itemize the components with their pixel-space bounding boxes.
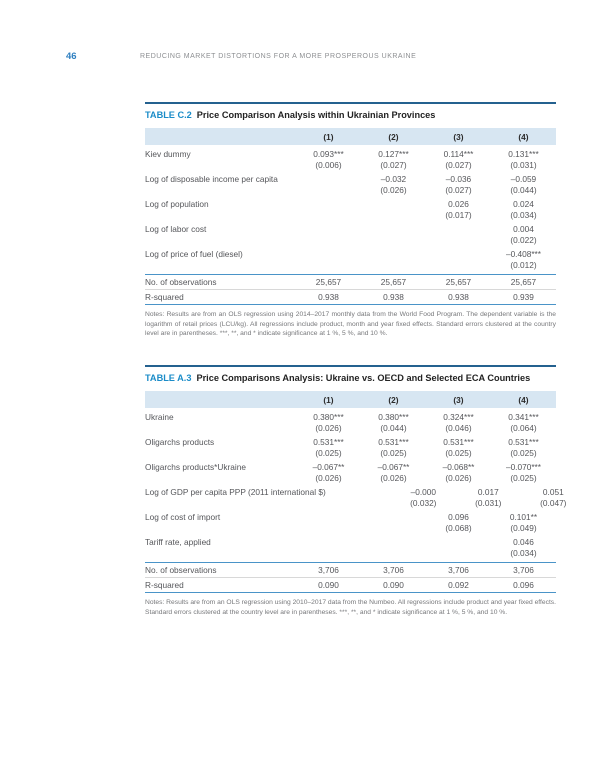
coefficient-value: 0.051 bbox=[542, 487, 564, 497]
table-row bbox=[145, 537, 556, 559]
coefficient-value: –0.036 bbox=[445, 174, 472, 184]
standard-error: (0.017) bbox=[445, 210, 472, 220]
cell-col2 bbox=[361, 437, 426, 459]
row-label: Log of population bbox=[145, 199, 209, 209]
cell-col3 bbox=[426, 437, 491, 459]
coefficient-value: 0.531*** bbox=[378, 437, 409, 447]
row-label: Kiev dummy bbox=[145, 149, 191, 159]
standard-error: (0.031) bbox=[510, 160, 537, 170]
standard-error: (0.022) bbox=[510, 235, 537, 245]
cell-col1 bbox=[296, 224, 361, 246]
r2-value-1: 0.090 bbox=[318, 580, 339, 590]
column-header-2: (2) bbox=[388, 131, 399, 142]
cell-col2 bbox=[361, 512, 426, 534]
coefficient-value: –0.070*** bbox=[505, 462, 542, 472]
r-squared-row bbox=[145, 577, 556, 592]
standard-error: (0.027) bbox=[380, 160, 407, 170]
table-a3-label: TABLE A.3 bbox=[145, 373, 192, 383]
standard-error: (0.068) bbox=[445, 523, 472, 533]
table-a3-bottom-rule bbox=[145, 592, 556, 593]
standard-error: (0.047) bbox=[540, 498, 567, 508]
coefficient-value: 0.531*** bbox=[508, 437, 539, 447]
cell-col4 bbox=[491, 149, 556, 171]
cell-col4 bbox=[491, 462, 556, 484]
table-row bbox=[145, 199, 556, 221]
cell-col3 bbox=[426, 512, 491, 534]
cell-col1 bbox=[296, 462, 361, 484]
r-squared-row bbox=[145, 289, 556, 304]
row-label: Log of price of fuel (diesel) bbox=[145, 249, 243, 259]
table-row bbox=[145, 487, 567, 509]
table-c2-notes: Notes: Results are from an OLS regression using 2014–2017 monthly data from the World Food Program. The dependent variable is the logarithm of retail prices (LCU/kg). All regressions include product, month and year fixed effects. Standard errors clustered at the country level are in parentheses. ***, **, and * indicate significance at 1 %, 5 %, and 10 %. bbox=[145, 311, 556, 338]
row-label: No. of observations bbox=[145, 277, 217, 287]
table-c2-label: TABLE C.2 bbox=[145, 110, 192, 120]
standard-error: (0.026) bbox=[380, 185, 407, 195]
cell-col4 bbox=[491, 199, 556, 221]
standard-error: (0.044) bbox=[510, 185, 537, 195]
row-label: Log of labor cost bbox=[145, 224, 207, 234]
cell-col3 bbox=[426, 249, 491, 271]
cell-col4 bbox=[491, 224, 556, 246]
cell-col1 bbox=[296, 149, 361, 171]
row-label: Tariff rate, applied bbox=[145, 537, 211, 547]
table-row bbox=[145, 437, 556, 459]
coefficient-value: 0.531*** bbox=[313, 437, 344, 447]
cell-col3 bbox=[426, 224, 491, 246]
standard-error: (0.012) bbox=[510, 260, 537, 270]
cell-col2 bbox=[361, 537, 426, 559]
coefficient-value: 0.004 bbox=[513, 224, 534, 234]
table-row bbox=[145, 512, 556, 534]
table-row bbox=[145, 224, 556, 246]
standard-error: (0.026) bbox=[445, 473, 472, 483]
coefficient-value: 0.093*** bbox=[313, 149, 344, 159]
standard-error: (0.027) bbox=[445, 185, 472, 195]
table-a3-header-row bbox=[145, 391, 556, 408]
cell-col3 bbox=[426, 199, 491, 221]
cell-col1 bbox=[296, 437, 361, 459]
coefficient-value: 0.026 bbox=[448, 199, 469, 209]
coefficient-value: 0.017 bbox=[477, 487, 499, 497]
standard-error: (0.025) bbox=[380, 448, 407, 458]
row-label: Log of GDP per capita PPP (2011 international $) bbox=[145, 487, 326, 497]
standard-error: (0.031) bbox=[475, 498, 502, 508]
table-c2-title: Price Comparison Analysis within Ukrainian Provinces bbox=[196, 110, 436, 120]
coefficient-value: 0.114*** bbox=[443, 149, 474, 159]
coefficient-value: 0.127*** bbox=[378, 149, 409, 159]
row-label: R-squared bbox=[145, 292, 184, 302]
cell-col4 bbox=[491, 537, 556, 559]
row-label: Oligarchs products*Ukraine bbox=[145, 462, 246, 472]
table-a3-top-rule bbox=[145, 365, 556, 367]
r2-value-3: 0.092 bbox=[448, 580, 469, 590]
coefficient-value: 0.380*** bbox=[378, 412, 409, 422]
standard-error: (0.034) bbox=[510, 210, 537, 220]
obs-value-4: 25,657 bbox=[510, 277, 537, 287]
r2-value-1: 0.938 bbox=[318, 292, 339, 302]
standard-error: (0.064) bbox=[510, 423, 537, 433]
standard-error: (0.026) bbox=[315, 423, 342, 433]
r2-value-4: 0.096 bbox=[513, 580, 534, 590]
table-row bbox=[145, 412, 556, 434]
standard-error: (0.044) bbox=[380, 423, 407, 433]
coefficient-value: 0.131*** bbox=[508, 149, 539, 159]
table-a3-title-line bbox=[145, 373, 556, 383]
coefficient-value: –0.032 bbox=[380, 174, 407, 184]
standard-error: (0.006) bbox=[315, 160, 342, 170]
obs-value-3: 25,657 bbox=[445, 277, 472, 287]
row-label: R-squared bbox=[145, 580, 184, 590]
cell-col3 bbox=[426, 149, 491, 171]
coefficient-value: –0.068** bbox=[442, 462, 475, 472]
cell-col2 bbox=[361, 224, 426, 246]
cell-col4 bbox=[491, 174, 556, 196]
cell-col2 bbox=[361, 462, 426, 484]
cell-col4 bbox=[491, 512, 556, 534]
standard-error: (0.049) bbox=[510, 523, 537, 533]
standard-error: (0.025) bbox=[510, 473, 537, 483]
coefficient-value: 0.341*** bbox=[508, 412, 539, 422]
cell-col2 bbox=[361, 174, 426, 196]
observations-row bbox=[145, 563, 556, 577]
row-label: Oligarchs products bbox=[145, 437, 215, 447]
coefficient-value: 0.096 bbox=[448, 512, 469, 522]
coefficient-value: 0.380*** bbox=[313, 412, 344, 422]
coefficient-value: –0.067** bbox=[377, 462, 410, 472]
standard-error: (0.034) bbox=[510, 548, 537, 558]
cell-col1 bbox=[296, 512, 361, 534]
standard-error: (0.027) bbox=[445, 160, 472, 170]
cell-col2 bbox=[361, 249, 426, 271]
table-a3-section bbox=[145, 365, 567, 617]
table-c2-top-rule bbox=[145, 102, 556, 104]
standard-error: (0.026) bbox=[380, 473, 407, 483]
r2-value-3: 0.938 bbox=[448, 292, 469, 302]
cell-col1 bbox=[326, 487, 391, 509]
column-header-3: (3) bbox=[453, 131, 464, 142]
table-c2-title-line bbox=[145, 110, 556, 120]
r2-value-2: 0.090 bbox=[383, 580, 404, 590]
obs-value-2: 25,657 bbox=[380, 277, 407, 287]
cell-col4 bbox=[491, 412, 556, 434]
running-header: REDUCING MARKET DISTORTIONS FOR A MORE PROSPEROUS UKRAINE bbox=[140, 53, 417, 60]
row-label: Log of disposable income per capita bbox=[145, 174, 278, 184]
obs-value-2: 3,706 bbox=[383, 565, 404, 575]
observations-row bbox=[145, 275, 556, 289]
column-header-3: (3) bbox=[453, 394, 464, 405]
table-row bbox=[145, 174, 556, 196]
cell-col3 bbox=[456, 487, 521, 509]
cell-col4 bbox=[491, 249, 556, 271]
coefficient-value: –0.408*** bbox=[505, 249, 542, 259]
coefficient-value: 0.024 bbox=[513, 199, 534, 209]
row-label: No. of observations bbox=[145, 565, 217, 575]
obs-value-1: 3,706 bbox=[318, 565, 339, 575]
coefficient-value: –0.000 bbox=[410, 487, 436, 497]
page-number: 46 bbox=[66, 51, 77, 62]
obs-value-1: 25,657 bbox=[315, 277, 342, 287]
table-a3-notes: Notes: Results are from an OLS regression using 2010–2017 data from the Numbeo. All regressions include product and year fixed effects. Standard errors clustered at the country level are in parentheses. ***, **, and * indicate significance at 1 %, 5 %, and 10 %. bbox=[145, 599, 557, 616]
column-header-1: (1) bbox=[323, 131, 334, 142]
cell-col2 bbox=[361, 149, 426, 171]
table-a3-title: Price Comparisons Analysis: Ukraine vs. OECD and Selected ECA Countries bbox=[196, 373, 531, 383]
column-header-4: (4) bbox=[518, 394, 529, 405]
cell-col4 bbox=[521, 487, 586, 509]
cell-col2 bbox=[361, 199, 426, 221]
coefficient-value: 0.046 bbox=[513, 537, 534, 547]
r2-value-4: 0.939 bbox=[513, 292, 534, 302]
standard-error: (0.032) bbox=[410, 498, 437, 508]
row-label: Ukraine bbox=[145, 412, 174, 422]
standard-error: (0.046) bbox=[445, 423, 472, 433]
table-row bbox=[145, 249, 556, 271]
obs-value-3: 3,706 bbox=[448, 565, 469, 575]
r2-value-2: 0.938 bbox=[383, 292, 404, 302]
obs-value-4: 3,706 bbox=[513, 565, 534, 575]
cell-col3 bbox=[426, 462, 491, 484]
column-header-2: (2) bbox=[388, 394, 399, 405]
table-c2-bottom-rule bbox=[145, 304, 556, 305]
standard-error: (0.025) bbox=[315, 448, 342, 458]
cell-col4 bbox=[491, 437, 556, 459]
table-row bbox=[145, 149, 556, 171]
standard-error: (0.025) bbox=[510, 448, 537, 458]
coefficient-value: 0.531*** bbox=[443, 437, 474, 447]
table-c2-section bbox=[145, 102, 556, 339]
coefficient-value: 0.101** bbox=[509, 512, 538, 522]
column-header-1: (1) bbox=[323, 394, 334, 405]
cell-col2 bbox=[391, 487, 456, 509]
table-a3-body bbox=[145, 408, 567, 559]
cell-col3 bbox=[426, 174, 491, 196]
standard-error: (0.025) bbox=[445, 448, 472, 458]
standard-error: (0.026) bbox=[315, 473, 342, 483]
column-header-4: (4) bbox=[518, 131, 529, 142]
cell-col1 bbox=[296, 249, 361, 271]
cell-col1 bbox=[296, 537, 361, 559]
coefficient-value: –0.067** bbox=[312, 462, 345, 472]
cell-col1 bbox=[296, 412, 361, 434]
cell-col1 bbox=[296, 199, 361, 221]
cell-col3 bbox=[426, 412, 491, 434]
coefficient-value: 0.324*** bbox=[443, 412, 474, 422]
cell-col3 bbox=[426, 537, 491, 559]
table-c2-body bbox=[145, 145, 556, 271]
cell-col1 bbox=[296, 174, 361, 196]
coefficient-value: –0.059 bbox=[510, 174, 537, 184]
table-c2-header-row bbox=[145, 128, 556, 145]
cell-col2 bbox=[361, 412, 426, 434]
row-label: Log of cost of import bbox=[145, 512, 221, 522]
table-row bbox=[145, 462, 556, 484]
